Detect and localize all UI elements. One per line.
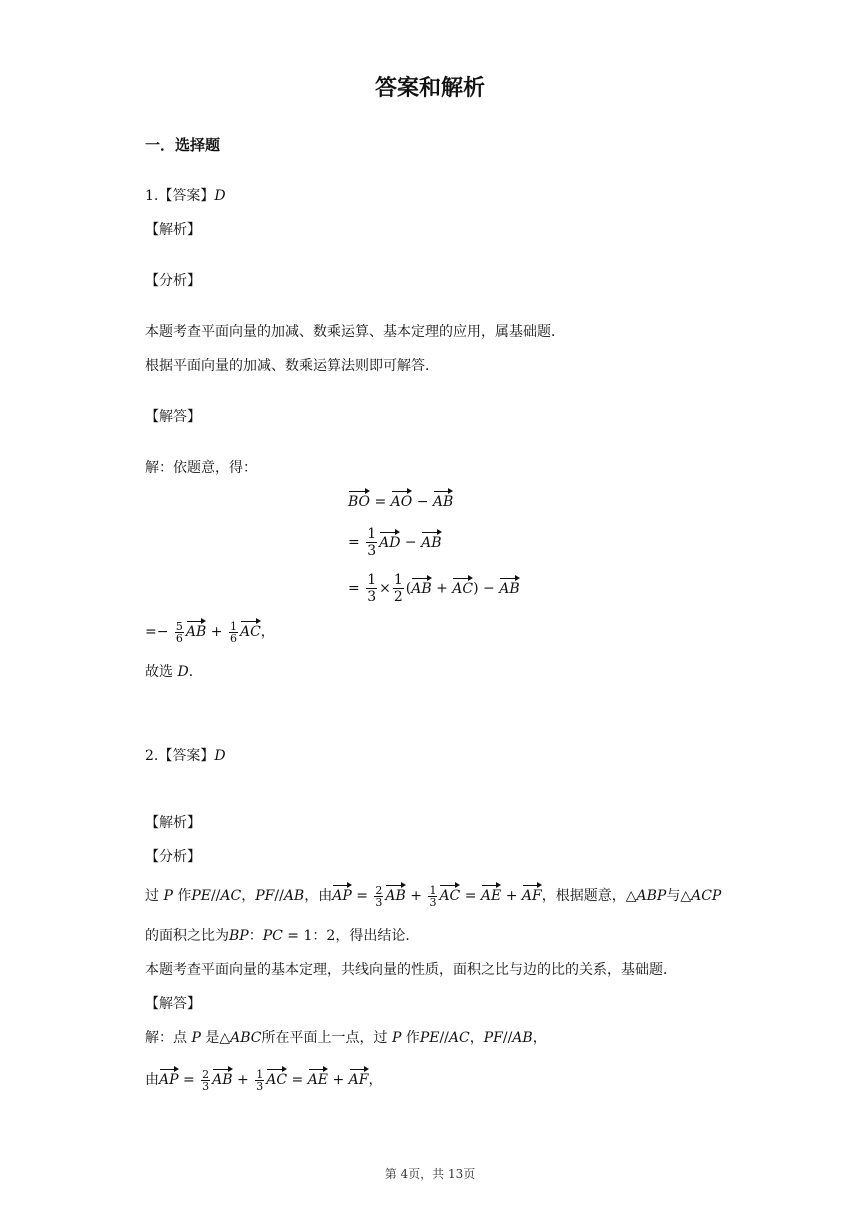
q2-jieda-label: 【解答】 <box>145 996 201 1012</box>
q2-analysis-1: 过 P 作PE//AC，PF//AB，由AP = $\frac{2}{3}$ AB + $\frac{1}{3}$ AC = AE + AF，根据题意，△ABP与△ACP <box>145 883 722 909</box>
page-title: 答案和解析 <box>374 76 485 101</box>
q1-analysis-2: 根据平面向量的加减、数乘运算法则即可解答． <box>145 358 439 374</box>
q1-answer: 1.【答案】D <box>145 188 226 204</box>
page-footer: 第 4页，共 13页 <box>384 1167 476 1181</box>
q1-jiexi-label: 【解析】 <box>145 222 201 238</box>
q1-solution-intro: 解：依题意，得： <box>145 460 257 476</box>
q1-conclusion: 故选 D． <box>145 664 203 680</box>
q1-jieda-label: 【解答】 <box>145 409 201 425</box>
q2-analysis-3: 本题考查平面向量的基本定理，共线向量的性质，面积之比与边的比的关系，基础题． <box>145 962 677 978</box>
q2-solution-2: 由AP = $\frac{2}{3}$ AB + $\frac{1}{3}$ AC = AE + AF， <box>145 1067 383 1093</box>
q1-equation-3: = $\frac{1}{3}$ × $\frac{1}{2}$ (AB + AC) − AB <box>348 572 520 605</box>
q2-answer: 2.【答案】D <box>145 748 226 764</box>
q2-analysis-2: 的面积之比为BP：PC = 1：2，得出结论． <box>145 928 420 944</box>
q2-fenxi-label: 【分析】 <box>145 849 201 865</box>
q1-equation-4: =− $\frac{5}{6}$ AB + $\frac{1}{6}$ AC， <box>145 619 275 645</box>
q1-equation-1: BO = AO − AB <box>348 490 453 512</box>
q1-equation-2: = $\frac{1}{3}$ AD − AB <box>348 526 442 559</box>
section-heading: 一．选择题 <box>145 136 221 154</box>
q1-analysis-1: 本题考查平面向量的加减、数乘运算、基本定理的应用，属基础题． <box>145 324 565 340</box>
q2-jiexi-label: 【解析】 <box>145 815 201 831</box>
q2-solution-1: 解：点 P 是△ABC所在平面上一点，过 P 作PE//AC，PF//AB， <box>145 1030 547 1046</box>
q1-fenxi-label: 【分析】 <box>145 273 201 289</box>
